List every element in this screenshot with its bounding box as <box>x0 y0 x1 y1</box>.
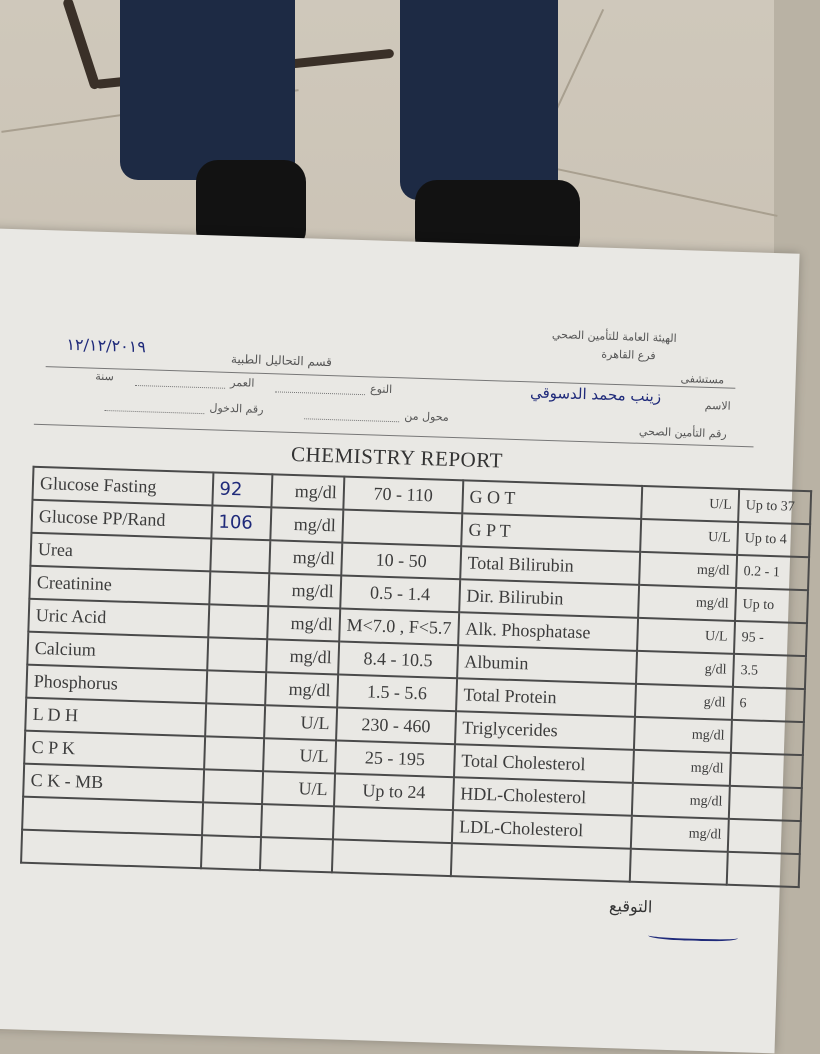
test-name: Glucose Fasting <box>32 467 212 506</box>
test-name-right: Triglycerides <box>455 711 635 750</box>
reference-range-right <box>729 786 802 821</box>
test-name-right: Dir. Bilirubin <box>459 579 639 618</box>
unit: mg/dl <box>265 672 338 707</box>
test-name: Creatinine <box>29 566 209 605</box>
reference-range-right <box>728 819 801 854</box>
reference-range: 10 - 50 <box>341 543 461 580</box>
reference-range-right <box>727 852 800 887</box>
unit-right: mg/dl <box>633 750 731 786</box>
reference-range-right: 0.2 - 1 <box>736 555 809 590</box>
age-line <box>135 385 225 389</box>
unit <box>260 837 333 872</box>
test-name: L D H <box>25 698 205 737</box>
unit: mg/dl <box>267 606 340 641</box>
org-branch: فرع القاهرة <box>601 347 656 363</box>
test-name-right: Alk. Phosphatase <box>458 612 638 651</box>
unit-right: mg/dl <box>632 783 730 819</box>
test-name-right <box>451 843 631 882</box>
hospital-label: مستشفى <box>680 372 725 387</box>
result-value <box>201 835 261 870</box>
reference-range: 230 - 460 <box>336 707 456 744</box>
reference-range-right: Up to <box>735 588 808 623</box>
test-name-right: HDL-Cholesterol <box>453 777 633 816</box>
signature-label: التوقيع <box>608 896 653 917</box>
reference-range: 70 - 110 <box>343 477 463 514</box>
chemistry-table <box>20 466 812 888</box>
test-name <box>22 797 202 836</box>
reference-range <box>333 806 453 843</box>
reference-range-right: Up to 4 <box>737 522 810 557</box>
test-name: Glucose PP/Rand <box>31 500 211 539</box>
test-name: Urea <box>30 533 210 572</box>
test-name-right: Albumin <box>457 645 637 684</box>
type-line <box>275 391 365 395</box>
result-value <box>204 736 264 771</box>
result-value <box>210 538 270 573</box>
referred-label: محول من <box>404 409 449 424</box>
reference-range-right: 6 <box>732 687 805 722</box>
reference-range: 0.5 - 1.4 <box>340 576 460 613</box>
unit-right: g/dl <box>636 651 734 687</box>
handwritten-date: ١٢/١٢/٢٠١٩ <box>66 334 147 357</box>
reference-range <box>342 510 462 547</box>
result-value <box>202 802 262 837</box>
result-value <box>206 670 266 705</box>
test-name-right: LDL-Cholesterol <box>452 810 632 849</box>
age-label: العمر <box>230 375 255 390</box>
handwritten-name: زينب محمد الدسوقي <box>529 383 662 406</box>
unit-right: mg/dl <box>631 816 729 852</box>
reference-range-right: 95 - <box>734 621 807 656</box>
unit-right: mg/dl <box>639 552 737 588</box>
test-name-right: Total Protein <box>456 678 636 717</box>
person-leg-right <box>400 0 558 200</box>
result-value: 92 <box>212 472 272 507</box>
unit-right: U/L <box>640 519 738 555</box>
reference-range: Up to 24 <box>334 773 454 810</box>
org-name: الهيئة العامة للتأمين الصحي <box>551 328 677 345</box>
test-name: Phosphorus <box>26 665 206 704</box>
result-value <box>205 703 265 738</box>
unit: mg/dl <box>269 540 342 575</box>
person-leg-left <box>120 0 295 180</box>
unit: U/L <box>264 705 337 740</box>
unit-right: U/L <box>637 618 735 654</box>
reference-range-right: 3.5 <box>733 654 806 689</box>
admission-label: رقم الدخول <box>209 401 264 416</box>
referred-line <box>304 418 399 422</box>
reference-range <box>332 839 452 876</box>
unit-right: U/L <box>641 486 739 522</box>
admission-line <box>104 410 204 414</box>
test-name-right: Total Cholesterol <box>454 744 634 783</box>
dept-label: قسم التحاليل الطبية <box>230 351 333 370</box>
test-name-right: G O T <box>462 480 642 519</box>
test-name: C P K <box>24 731 204 770</box>
lab-report-paper <box>0 228 800 1053</box>
reference-range: M<7.0 , F<5.7 <box>339 609 459 646</box>
signature-mark <box>648 929 738 942</box>
reference-range-right: Up to 37 <box>738 489 811 524</box>
reference-range: 1.5 - 5.6 <box>337 674 457 711</box>
unit: mg/dl <box>266 639 339 674</box>
reference-range-right <box>731 720 804 755</box>
unit-right: g/dl <box>635 684 733 720</box>
name-label: الاسم <box>704 398 731 413</box>
unit: U/L <box>263 738 336 773</box>
result-value <box>209 571 269 606</box>
result-value <box>208 604 268 639</box>
reference-range: 8.4 - 10.5 <box>338 641 458 678</box>
unit-right <box>630 849 728 885</box>
test-name: Uric Acid <box>28 599 208 638</box>
test-name-right: G P T <box>461 513 641 552</box>
type-label: النوع <box>369 382 393 397</box>
unit-right: mg/dl <box>634 717 732 753</box>
age-unit: سنة <box>95 369 115 384</box>
unit: mg/dl <box>271 474 344 509</box>
unit <box>261 804 334 839</box>
unit: mg/dl <box>268 573 341 608</box>
reference-range-right <box>730 753 803 788</box>
report-title: CHEMISTRY REPORT <box>290 441 504 473</box>
unit: mg/dl <box>270 507 343 542</box>
insurance-label: رقم التأمين الصحي <box>638 424 727 441</box>
test-name: C K - MB <box>23 764 203 803</box>
result-value <box>207 637 267 672</box>
test-name: Calcium <box>27 632 207 671</box>
unit-right: mg/dl <box>638 585 736 621</box>
test-name-right: Total Bilirubin <box>460 546 640 585</box>
unit: U/L <box>262 771 335 806</box>
result-value <box>203 769 263 804</box>
reference-range: 25 - 195 <box>335 740 455 777</box>
test-name <box>21 830 201 869</box>
result-value: 106 <box>211 505 271 540</box>
